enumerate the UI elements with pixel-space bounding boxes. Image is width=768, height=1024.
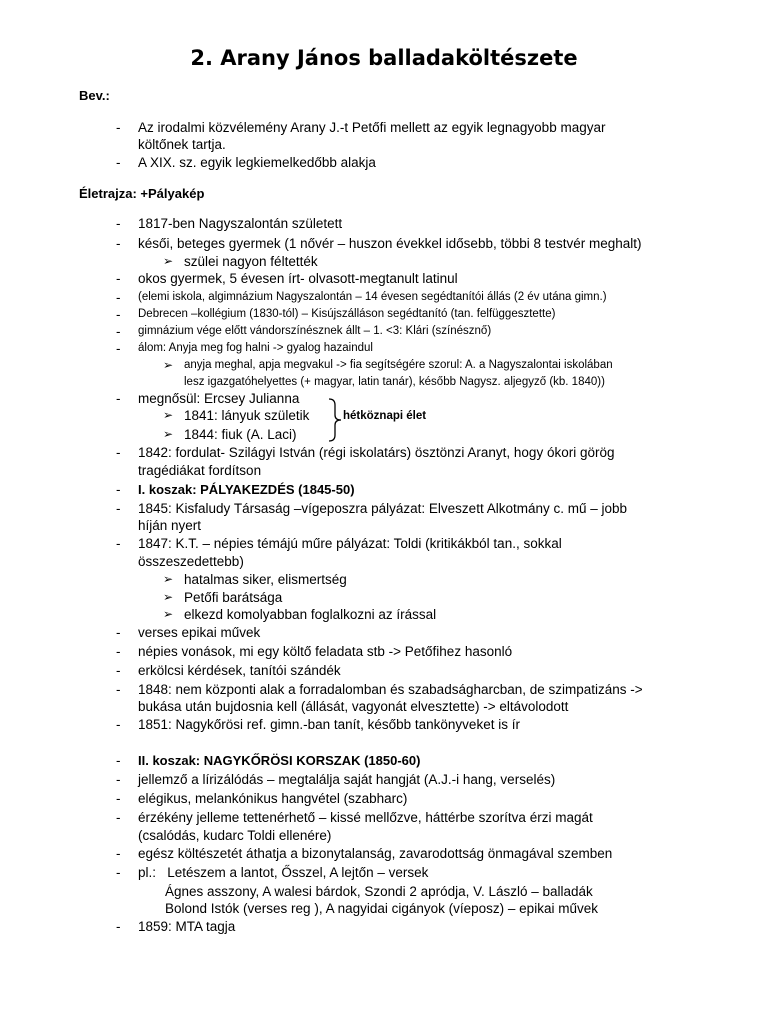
bullet-dash: -: [116, 120, 121, 135]
bullet-dash: -: [116, 772, 121, 787]
list-item: A XIX. sz. egyik legkiemelkedőbb alakja: [138, 155, 376, 170]
list-item: összeszedettebb): [138, 554, 244, 569]
bullet-arrow: ➢: [163, 427, 174, 441]
bullet-arrow: ➢: [163, 254, 174, 268]
list-item: érzékény jelleme tettenérhető – kissé mellőzve, háttérbe szorítva érzi magát: [138, 810, 593, 825]
bullet-dash: -: [116, 482, 121, 497]
section-heading-eletrajz: Életrajza: +Pályakép: [79, 186, 205, 201]
page-title: 2. Arany János balladaköltészete: [190, 46, 578, 70]
bullet-dash: -: [116, 445, 121, 460]
list-item: Ágnes asszony, A walesi bárdok, Szondi 2 apródja, V. László – balladák: [165, 884, 593, 899]
bullet-dash: -: [116, 271, 121, 286]
list-item: Az irodalmi közvélemény Arany J.-t Petőfi mellett az egyik legnagyobb magyar: [138, 120, 606, 135]
bullet-dash: -: [116, 846, 121, 861]
bullet-arrow: ➢: [163, 590, 174, 604]
bullet-dash: -: [116, 391, 121, 406]
list-item: anyja meghal, apja megvakul -> fia segítségére szorul: A. a Nagyszalontai iskolában: [184, 359, 613, 371]
list-item: híján nyert: [138, 518, 202, 533]
period-heading: II. koszak: NAGYKŐRÖSI KORSZAK (1850-60): [138, 753, 421, 768]
list-item: Bolond Istók (verses reg ), A nagyidai cigányok (víeposz) – epikai művek: [165, 901, 598, 916]
list-item: Debrecen –kollégium (1830-tól) – Kisújszálláson segédtanító (tan. felfüggesztette): [138, 308, 556, 320]
bullet-dash: -: [116, 341, 121, 356]
bullet-dash: -: [116, 216, 121, 231]
list-item: megnősül: Ercsey Julianna: [138, 391, 300, 406]
brace-annotation: hétköznapi élet: [343, 410, 427, 422]
list-item: gimnázium vége előtt vándorszínésznek állt – 1. <3: Klári (színésznő): [138, 325, 492, 337]
bullet-dash: -: [116, 290, 121, 305]
list-item: 1851: Nagykőrösi ref. gimn.-ban tanít, később tankönyveket is ír: [138, 717, 520, 732]
section-heading-bev: Bev.:: [79, 88, 110, 103]
list-item: 1847: K.T. – népies témájú műre pályázat: Toldi (kritikákból tan., sokkal: [138, 536, 562, 551]
bullet-dash: -: [116, 810, 121, 825]
bullet-dash: -: [116, 644, 121, 659]
list-item: 1817-ben Nagyszalontán született: [138, 216, 343, 231]
list-item: 1848: nem központi alak a forradalomban és szabadságharcban, de szimpatizáns ->: [138, 682, 643, 697]
list-item: elégikus, melankónikus hangvétel (szabharc): [138, 791, 408, 806]
list-item: tragédiákat fordítson: [138, 463, 262, 478]
list-item: pl.: Letészem a lantot, Ősszel, A lejtőn – versek: [138, 865, 429, 880]
bullet-dash: -: [116, 791, 121, 806]
list-item: álom: Anyja meg fog halni -> gyalog hazaindul: [138, 342, 373, 354]
list-item: költőnek tartja.: [138, 137, 226, 152]
bullet-dash: -: [116, 919, 121, 934]
curly-brace-icon: [327, 397, 343, 443]
bullet-arrow: ➢: [163, 572, 174, 586]
period-heading: I. koszak: PÁLYAKEZDÉS (1845-50): [138, 482, 355, 497]
bullet-dash: -: [116, 324, 121, 339]
list-item: okos gyermek, 5 évesen írt- olvasott-megtanult latinul: [138, 271, 458, 286]
list-item: lesz igazgatóhelyettes (+ magyar, latin tanár), később Nagysz. aljegyző (kb. 1840)): [184, 376, 605, 388]
list-item: késői, beteges gyermek (1 nővér – huszon évekkel idősebb, többi 8 testvér meghalt): [138, 236, 642, 251]
bullet-dash: -: [116, 536, 121, 551]
list-item: bukása után bujdosnia kell (állását, vagyonát elvesztette) -> eltávolodott: [138, 699, 569, 714]
list-item: népies vonások, mi egy költő feladata stb -> Petőfihez hasonló: [138, 644, 513, 659]
list-item: (csalódás, kudarc Toldi ellenére): [138, 828, 332, 843]
list-item: erkölcsi kérdések, tanítói szándék: [138, 663, 341, 678]
list-item: verses epikai művek: [138, 625, 261, 640]
bullet-dash: -: [116, 625, 121, 640]
bullet-dash: -: [116, 155, 121, 170]
bullet-dash: -: [116, 865, 121, 880]
bullet-dash: -: [116, 307, 121, 322]
list-item: 1841: lányuk születik: [184, 408, 310, 423]
list-item: Petőfi barátsága: [184, 590, 283, 605]
bullet-dash: -: [116, 501, 121, 516]
bullet-dash: -: [116, 717, 121, 732]
list-item: szülei nagyon féltették: [184, 254, 318, 269]
bullet-dash: -: [116, 663, 121, 678]
list-item: 1845: Kisfaludy Társaság –vígeposzra pályázat: Elveszett Alkotmány c. mű – jobb: [138, 501, 628, 516]
bullet-arrow: ➢: [163, 607, 174, 621]
bullet-arrow: ➢: [163, 358, 174, 372]
list-item: 1842: fordulat- Szilágyi István (régi iskolatárs) ösztönzi Aranyt, hogy ókori görög: [138, 445, 615, 460]
list-item: elkezd komolyabban foglalkozni az írással: [184, 607, 437, 622]
bullet-dash: -: [116, 236, 121, 251]
bullet-dash: -: [116, 753, 121, 768]
list-item: (elemi iskola, algimnázium Nagyszalontán – 14 évesen segédtanítói állás (2 év utána gimn.): [138, 291, 607, 303]
list-item: egész költészetét áthatja a bizonytalanság, zavarodottság önmagával szemben: [138, 846, 613, 861]
list-item: hatalmas siker, elismertség: [184, 572, 347, 587]
bullet-dash: -: [116, 682, 121, 697]
list-item: 1859: MTA tagja: [138, 919, 236, 934]
list-item: jellemző a lírizálódás – megtalálja saját hangját (A.J.-i hang, verselés): [138, 772, 556, 787]
bullet-arrow: ➢: [163, 408, 174, 422]
list-item: 1844: fiuk (A. Laci): [184, 427, 297, 442]
